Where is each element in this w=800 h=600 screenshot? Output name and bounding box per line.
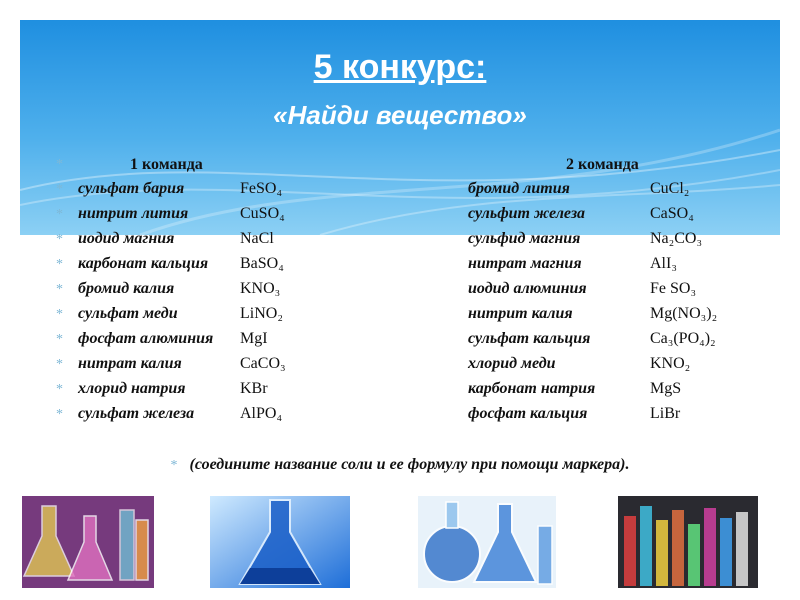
team1-salt-name: бромид калия	[78, 280, 175, 297]
team1-formula: NaCl	[240, 230, 274, 247]
team2-salt-name: нитрат магния	[468, 255, 582, 272]
team1-formula: AlPO₄	[240, 405, 283, 422]
note-text: (соедините название соли и ее формулу при помощи маркера).	[189, 456, 630, 473]
team2-salt-name: сульфат кальция	[468, 330, 591, 347]
instruction-note	[0, 456, 800, 474]
team1-formula: FeSO₄	[240, 180, 283, 197]
task-row	[0, 355, 800, 379]
glassware-icon	[418, 496, 556, 588]
slide-subtitle: «Найди вещество»	[273, 100, 527, 130]
task-row	[0, 180, 800, 204]
team2-formula: Mg(NO₃)₂	[650, 305, 718, 322]
task-row	[0, 205, 800, 229]
team1-formula: MgI	[240, 330, 268, 347]
team2-formula: AlI₃	[650, 255, 677, 272]
team2-salt-name: карбонат натрия	[468, 380, 596, 397]
glassware-photo	[418, 496, 556, 588]
task-row	[0, 280, 800, 304]
bullet: *	[56, 307, 63, 322]
team2-formula: Fe SO₃	[650, 280, 697, 297]
team2-formula: Na₂CO₃	[650, 230, 703, 247]
bullet: *	[56, 382, 63, 397]
bullet: *	[56, 232, 63, 247]
bullet: *	[170, 458, 178, 473]
team2-salt-name: фосфат кальция	[468, 405, 588, 422]
task-row	[0, 405, 800, 429]
team1-salt-name: нитрат калия	[78, 355, 182, 372]
team1-formula: LiNO₂	[240, 305, 283, 322]
flasks-icon	[22, 496, 154, 588]
team2-salt-name: бромид лития	[468, 180, 570, 197]
task-row	[0, 305, 800, 329]
team2-formula: CuCl₂	[650, 180, 690, 197]
test-tubes-icon	[618, 496, 758, 588]
bullet: *	[56, 332, 63, 347]
team2-salt-name: нитрит калия	[468, 305, 573, 322]
team2-salt-name: сульфит железа	[468, 205, 586, 222]
team1-salt-name: хлорид натрия	[78, 380, 186, 397]
bullet: *	[56, 357, 63, 372]
task-row	[0, 255, 800, 279]
team1-salt-name: карбонат кальция	[78, 255, 209, 272]
team1-formula: CaCO₃	[240, 355, 286, 372]
team2-header: 2 команда	[566, 156, 639, 173]
team2-formula: Ca₃(PO₄)₂	[650, 330, 716, 347]
team2-formula: KNO₂	[650, 355, 691, 372]
team1-salt-name: фосфат алюминия	[78, 330, 214, 347]
bullet: *	[56, 207, 63, 222]
task-row	[0, 380, 800, 404]
test-tubes-photo	[618, 496, 758, 588]
team1-formula: CuSO₄	[240, 205, 285, 222]
slide-title: 5 конкурс:	[313, 48, 487, 86]
bullet: *	[56, 157, 63, 172]
team2-formula: CaSO₄	[650, 205, 694, 222]
flask-icon	[210, 496, 350, 588]
team1-salt-name: сульфат меди	[78, 305, 178, 322]
team2-salt-name: сульфид магния	[468, 230, 581, 247]
team1-formula: KNO₃	[240, 280, 281, 297]
bullet: *	[56, 182, 63, 197]
team1-formula: BaSO₄	[240, 255, 284, 272]
team1-header: 1 команда	[130, 156, 203, 173]
team1-salt-name: нитрит лития	[78, 205, 189, 222]
bullet: *	[56, 407, 63, 422]
task-row	[0, 330, 800, 354]
team2-salt-name: хлорид меди	[468, 355, 556, 372]
bullet: *	[56, 282, 63, 297]
team1-salt-name: сульфат бария	[78, 180, 185, 197]
task-row	[0, 230, 800, 254]
blue-flask-photo	[210, 496, 350, 588]
team1-formula: KBr	[240, 380, 268, 397]
team2-formula: LiBr	[650, 405, 681, 422]
colored-flasks-photo	[22, 496, 154, 588]
bullet: *	[56, 257, 63, 272]
team2-formula: MgS	[650, 380, 682, 397]
team1-salt-name: иодид магния	[78, 230, 175, 247]
team2-salt-name: иодид алюминия	[468, 280, 587, 297]
team1-salt-name: сульфат железа	[78, 405, 195, 422]
